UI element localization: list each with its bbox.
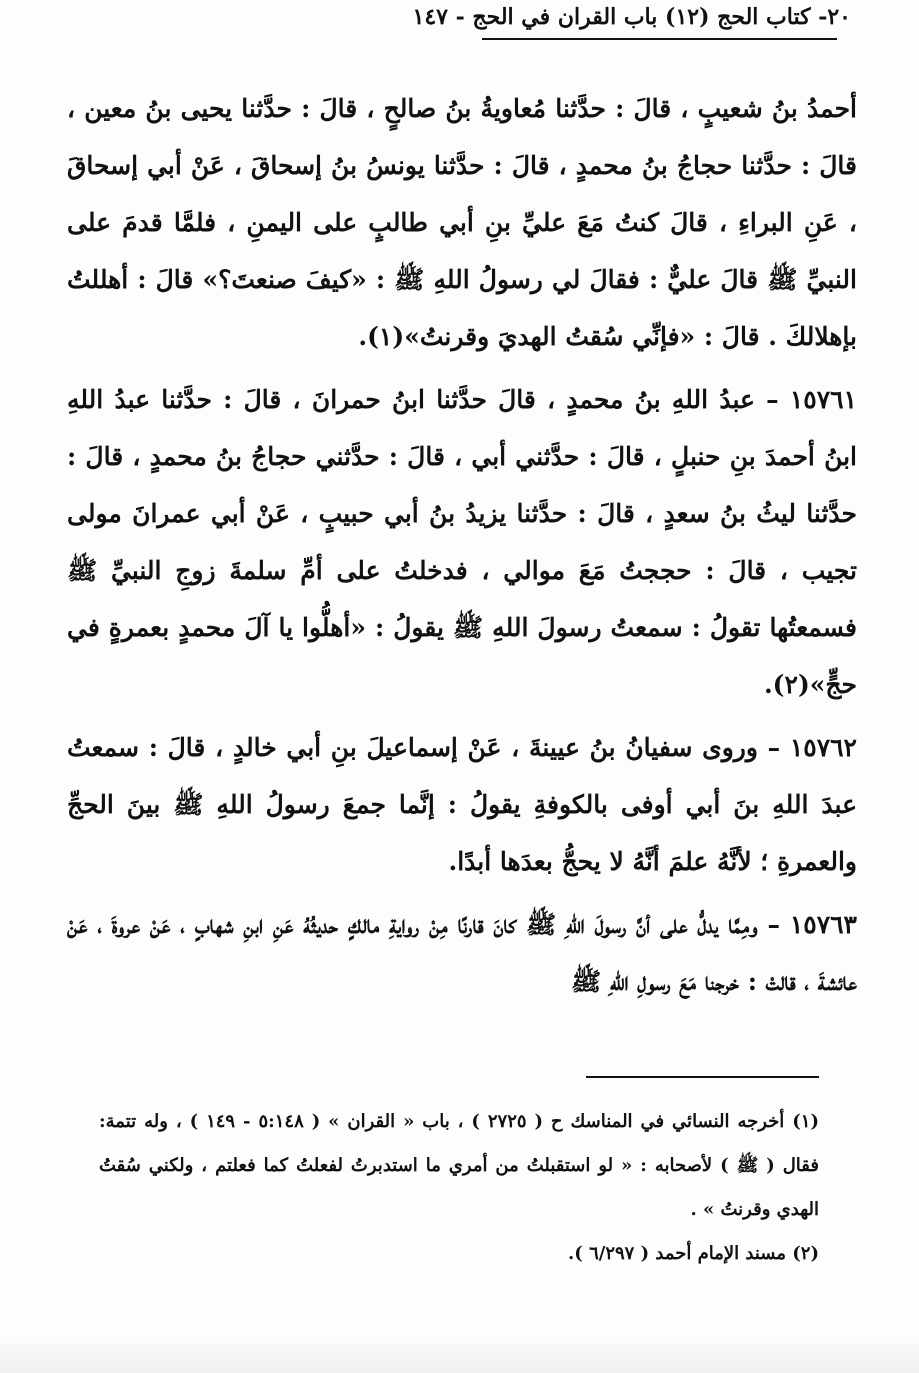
header-rule [482, 38, 837, 40]
footnote-2: (٢) مسند الإمام أحمد ( ٦/٢٩٧ ). [568, 1243, 819, 1264]
paragraph-15761 [67, 371, 857, 713]
paragraph-text: – وروى سفيانُ بنُ عيينةَ ، عَنْ إسماعيلَ بنِ أبي خالدٍ ، قالَ : سمعتُ عبدَ اللهِ بنَ أبي أوفى بالكوفةِ يقولُ : إنَّما جمعَ رسولُ اللهِ ﷺ بينَ الحجِّ والعمرةِ ؛ لأنَّهُ علمَ أنَّهُ لا يحجُّ بعدَها أبدًا. [67, 733, 857, 876]
hadith-number: ١٥٧٦٢ [789, 733, 857, 762]
running-head: ٢٠- كتاب الحج (١٢) باب القران في الحج - ١٤٧ [412, 4, 851, 30]
paragraph-15762 [67, 719, 857, 890]
paragraph-text: أحمدُ بنُ شعيبٍ ، قالَ : حدَّثنا مُعاويةُ بنُ صالحٍ ، قالَ : حدَّثنا يحيى بنُ معين ، قالَ : حدَّثنا حجاجُ بنُ محمدٍ ، قالَ : حدَّثنا يونسُ بنُ إسحاقَ ، عَنْ أبي إسحاقَ ، عَنِ البراءِ ، قالَ كنتُ مَعَ عليِّ بنِ أبي طالبٍ على اليمنِ ، فلمَّا قدمَ على النبيِّ ﷺ قالَ عليٌّ : فقالَ لي رسولُ اللهِ ﷺ : «كيفَ صنعتَ؟» قالَ : أهللتُ بإهلالكَ . قالَ : «فإنِّي سُقتُ الهديَ وقرنتُ»(١). [67, 94, 857, 351]
paragraph-intro [67, 80, 857, 365]
footnote-1: (١) أخرجه النسائي في المناسك ح ( ٢٧٢٥ ) ، باب « القران » ( ٥:١٤٨ - ١٤٩ ) ، وله تتمة: فقال ( ﷺ ) لأصحابه : « لو استقبلتُ من أمري ما استدبرتُ لفعلتُ كما فعلتم ، ولكني سُقتُ الهدي وقرنتُ » . [99, 1111, 819, 1220]
hadith-number: ١٥٧٦١ [789, 385, 857, 414]
paragraph-15763 [67, 896, 857, 1010]
scan-edge-shading [0, 1333, 919, 1373]
paragraph-text: – ومِمَّا يدلُّ على أنَّ رسولَ اللهِ ﷺ كانَ قارنًا مِنْ روايةِ مالكٍ حديثُهُ عَنِ ابنِ شهابٍ ، عَنْ عروةَ ، عَنْ عائشةَ ، قالتْ : خرجنا مَعَ رسولِ اللهِ ﷺ [67, 910, 857, 996]
footnote-rule [586, 1076, 819, 1078]
main-text [67, 80, 857, 1016]
footnotes [99, 1100, 819, 1276]
hadith-number: ١٥٧٦٣ [789, 910, 857, 939]
paragraph-text: – عبدُ اللهِ بنُ محمدٍ ، قالَ حدَّثنا ابنُ حمرانَ ، قالَ : حدَّثنا عبدُ اللهِ ابنُ أحمدَ بنِ حنبلٍ ، قالَ : حدَّثني أبي ، قالَ : حدَّثني حجاجُ بنُ محمدٍ ، قالَ : حدَّثنا ليثُ بنُ سعدٍ ، قالَ : حدَّثنا يزيدُ بنُ أبي حبيبٍ ، عَنْ أبي عمرانَ مولى تجيب ، قالَ : حججتُ مَعَ موالي ، فدخلتُ على أمِّ سلمةَ زوجِ النبيِّ ﷺ فسمعتُها تقولُ : سمعتُ رسولَ اللهِ ﷺ يقولُ : «أهلُّوا يا آلَ محمدٍ بعمرةٍ في حجٍّ»(٢). [67, 385, 857, 699]
